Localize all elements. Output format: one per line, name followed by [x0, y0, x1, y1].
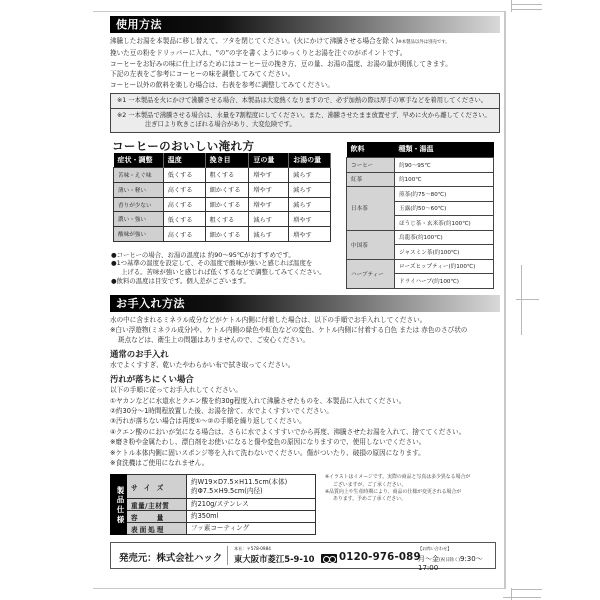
coffee-cell: 濃い・強い	[114, 212, 164, 227]
crop-mark-right-center-v	[521, 265, 522, 335]
drink-item: ドライハーブ(約100℃)	[395, 274, 494, 289]
coffee-cell: 増やす	[289, 227, 331, 242]
coffee-cell: 高くする	[163, 227, 205, 242]
drink-item: 烏龍茶(約100℃)	[395, 230, 494, 245]
coffee-cell: 高くする	[163, 197, 205, 212]
spec-note-1-cont: ございますが、ご了承ください。	[333, 481, 407, 488]
spec-side-label-text: 製品仕様	[116, 485, 125, 524]
coffee-table-row	[114, 168, 331, 183]
coffee-table-row	[114, 197, 331, 212]
usage-intro-line-2: 挽いた豆の粉をドリッパーに入れ、“の”の字を書くようにゆっくりとお湯を注ぐのがポイントです。	[110, 49, 407, 58]
crop-mark-top-right-v	[511, 0, 512, 12]
seller-footer	[110, 542, 496, 573]
care-intro-line-3: 斑点などは、衛生上の問題はありませんので、ご安心ください。	[118, 336, 310, 345]
usage-section-header: 使用方法	[110, 16, 500, 33]
usage-intro-line-5: コーヒー以外の飲料を楽しむ場合は、右表を参考に調整してみてください。	[110, 80, 334, 89]
coffee-guide-title: コーヒーのおいしい淹れ方	[112, 138, 255, 153]
coffee-cell: 減らす	[289, 168, 331, 183]
free-dial-icon	[321, 554, 337, 563]
spec-notes	[325, 474, 470, 503]
spec-size-body: 約W19×D7.5×H11.5cm(本体)	[191, 477, 288, 486]
drink-category: 日本茶	[347, 187, 395, 231]
usage-intro-footnote: ※本製品以外は別売です。	[398, 40, 450, 45]
warning-2	[111, 108, 499, 132]
stubborn-step-4: ④クエン酸のにおいが気になる場合は、さらに水でよくすすいでから再度、沸騰させたお湯を入れて、捨ててください。	[110, 427, 466, 436]
crop-mark-right-center-h	[516, 299, 539, 300]
coffee-cell: 増やす	[249, 197, 289, 212]
coffee-cell: 香りが少ない	[114, 197, 164, 212]
coffee-cell: 細かくする	[205, 182, 249, 197]
coffee-cell: 細かくする	[205, 227, 249, 242]
coffee-header-beans: 豆の量	[249, 153, 289, 168]
stubborn-line: 以下の手順に従ってお手入れしてください。	[110, 386, 242, 395]
drink-item: 玉露(約50〜60℃)	[395, 201, 494, 216]
brewing-guides	[110, 138, 500, 293]
drink-item: 約90〜95℃	[395, 158, 494, 173]
crop-mark-bottom-right-h2	[503, 597, 541, 598]
usage-intro-text-1: 沸騰したお湯を本製品に移し替えて、フタを閉じてください。(火にかけて沸騰させる場合を除く)	[110, 37, 399, 45]
crop-mark-bottom-right-h	[512, 589, 542, 590]
drink-header-type-temp: 種類・湯温	[395, 142, 494, 158]
coffee-cell: 減らす	[289, 197, 331, 212]
product-spec-area	[110, 474, 500, 536]
drink-category: コーヒー	[347, 158, 395, 173]
spec-side-label	[111, 475, 127, 535]
stubborn-step-1: ①ヤカンなどに水道水とクエン酸を約30g程度入れて沸騰させたものを、本製品に入れてください。	[110, 396, 406, 405]
usage-intro-line-1	[110, 36, 500, 48]
drink-table-row	[347, 259, 494, 274]
care-section	[110, 295, 500, 469]
warning-1: ※1 一本製品を火にかけて沸騰させる場合、本製品は大変熱くなりますので、必ず加熱の際は厚手の軍手などを着用してください。	[117, 97, 488, 105]
product-spec-table	[110, 474, 316, 535]
spec-label-weight: 重量/主材質	[127, 499, 187, 511]
coffee-guide-table	[113, 153, 331, 242]
warning-box	[110, 93, 500, 133]
drink-item: ローズヒップティー(約100℃)	[395, 259, 494, 274]
coffee-cell: 増やす	[249, 182, 289, 197]
coffee-cell: 粗くする	[205, 168, 249, 183]
usage-intro	[110, 36, 500, 90]
hours-days: 月〜金	[418, 555, 439, 564]
spec-row-size	[111, 475, 316, 499]
coffee-cell: 増やす	[289, 212, 331, 227]
coffee-table-header-row	[114, 153, 331, 168]
coffee-cell: 低くする	[163, 168, 205, 183]
spec-label-capacity: 容 量	[127, 511, 187, 523]
drink-category: 紅茶	[347, 172, 395, 187]
coffee-cell: 酸味が強い	[114, 227, 164, 242]
drink-item: ほうじ茶・玄米茶(約100℃)	[395, 216, 494, 231]
stubborn-caution-1: ※磨き粉や金属たわし、漂白剤をお使いになると傷や変色の原因になりますので、使用しないでください。	[110, 438, 426, 447]
warning-2-text: ※2 一本製品で沸騰させる場合は、水量を7割程度にしてください。また、沸騰させたまま放置せず、早めに火から離してください。	[117, 111, 491, 119]
stubborn-caution-3: ※食洗機はご使用になれません。	[110, 459, 209, 467]
spec-label-size: サ イ ズ	[127, 475, 187, 499]
seller-name: 発売元：株式会社ハック	[119, 553, 223, 565]
head-office-postal: 本社：〒578-0984	[234, 546, 271, 552]
stubborn-step-3: ③汚れが落ちない場合は再度①〜②の手順を繰り返してください。	[110, 417, 306, 426]
head-office-address: 東大阪市菱江5-9-10	[234, 554, 315, 565]
spec-note-1: ※イラストはイメージです。実際の商品と写真は多少異なる場合が	[325, 474, 471, 481]
coffee-header-symptom: 症状・調整	[114, 153, 164, 168]
coffee-cell: 高くする	[163, 182, 205, 197]
care-intro-line-1: 水の中に含まれるミネラル成分などがケトル内側に付着した場合は、以下の手順でお手入れしてください。	[110, 315, 427, 324]
spec-note-2: ※品質向上や生産時期により、商品の仕様が変更される場合が	[325, 488, 462, 495]
spec-size-inner: 約Φ7.5×H9.5cm(内径)	[191, 486, 263, 495]
coffee-cell: 粗くする	[205, 212, 249, 227]
spec-row-weight	[111, 499, 316, 511]
warning-2-continuation: 注ぎ口より吹きこぼれる場合があり、大変危険です。	[145, 121, 296, 129]
care-intro	[110, 315, 500, 346]
coffee-table-row	[114, 227, 331, 242]
spec-row-capacity	[111, 511, 316, 523]
footer-divider	[227, 546, 228, 565]
stubborn-care-heading: 汚れが落ちにくい場合	[110, 374, 194, 385]
spec-value-capacity: 約350ml	[187, 511, 316, 523]
coffee-note-3: ●飲料の温度は目安です。個人差がございます。	[111, 276, 250, 285]
care-intro-line-2: ※白い浮遊物(ミネラル成分)や、ケトル内側の緑色や虹色などの変色、ケトル内側に付着する白色 または 赤色のさび状の	[110, 325, 468, 334]
coffee-cell: 細かくする	[205, 197, 249, 212]
drink-category: ハーブティー	[347, 259, 395, 288]
phone-number: 0120-976-089	[339, 552, 421, 564]
usage-intro-line-4: 下記の左表をご参考にコーヒーの味を調整してみてください。	[110, 70, 295, 79]
drink-temperature-table	[346, 142, 494, 289]
stubborn-caution-2: ※ケトル本体内側に固いスポンジ等を入れて洗わないでください。傷がついたり、破損の原因になります。	[110, 448, 425, 457]
spec-value-weight: 約210g/ステンレス	[187, 499, 316, 511]
crop-mark-top-right-h2	[512, 9, 542, 10]
spec-label-surface: 表面処理	[127, 523, 187, 535]
usage-intro-line-3: コーヒーをお好みの味に仕上げるためにはコーヒー豆の挽き方、豆の量、お湯の温度、お湯の量が関係してきます。	[110, 59, 452, 68]
drink-table-header-row	[347, 142, 494, 158]
coffee-cell: 減らす	[249, 212, 289, 227]
crop-mark-bottom-right-v	[511, 588, 512, 600]
coffee-cell: 低くする	[163, 212, 205, 227]
coffee-header-temperature: 温度	[163, 153, 205, 168]
drink-table-row	[347, 158, 494, 173]
coffee-table-row	[114, 182, 331, 197]
business-hours	[418, 554, 495, 572]
manual-content	[110, 16, 500, 573]
coffee-note-2-continuation: 上げる。苦味が強いと感じれば低くするなどで調整してみてください。	[121, 267, 326, 276]
stubborn-step-2: ②約30分〜1時間程放置した後、お湯を捨て、水でよくすすいでください。	[110, 406, 333, 415]
coffee-cell: 薄い・軽い	[114, 182, 164, 197]
drink-item: 約100℃	[395, 172, 494, 187]
coffee-table-row	[114, 212, 331, 227]
crop-mark-top-right-h	[512, 4, 542, 5]
normal-care-heading: 通常のお手入れ	[110, 348, 169, 359]
drink-table-row	[347, 187, 494, 202]
normal-care-text: 水でよくすすぎ、乾いたやわらかい布で拭き取ってください。	[110, 360, 295, 369]
drink-category: 中国茶	[347, 230, 395, 259]
spec-value-surface: フッ素コーティング	[187, 523, 316, 535]
inquiry-label: 【お問い合わせ】	[418, 546, 452, 552]
drink-item: 煎茶(約75〜80℃)	[395, 187, 494, 202]
hours-holiday-note: (祝日除く)	[439, 558, 460, 564]
drink-table-row	[347, 172, 494, 187]
coffee-cell: 増やす	[249, 168, 289, 183]
coffee-notes	[111, 251, 326, 286]
coffee-note-2: ●1つ基準の温度を設定して、その温度で酸味が強いと感じれば温度を	[111, 259, 313, 268]
coffee-header-grind: 挽き目	[205, 153, 249, 168]
drink-header-beverage: 飲料	[347, 142, 395, 158]
drink-item: ジャスミン茶(約100℃)	[395, 245, 494, 260]
coffee-note-1: ●コーヒーの場合、お湯の温度は 約90〜95℃がおすすめです。	[111, 250, 295, 259]
coffee-cell: 減らす	[249, 227, 289, 242]
spec-row-surface	[111, 523, 316, 535]
coffee-cell: 減らす	[289, 182, 331, 197]
spec-value-size	[187, 475, 316, 499]
coffee-header-water: お湯の量	[289, 153, 331, 168]
drink-table-row	[347, 230, 494, 245]
spec-note-2-cont: あります。予めご了承ください。	[333, 496, 406, 503]
care-section-header: お手入れ方法	[110, 295, 500, 312]
stubborn-care-steps	[110, 385, 500, 468]
hours-time: 9:30〜17:00	[418, 555, 483, 573]
coffee-cell: 苦味・えぐ味	[114, 168, 164, 183]
